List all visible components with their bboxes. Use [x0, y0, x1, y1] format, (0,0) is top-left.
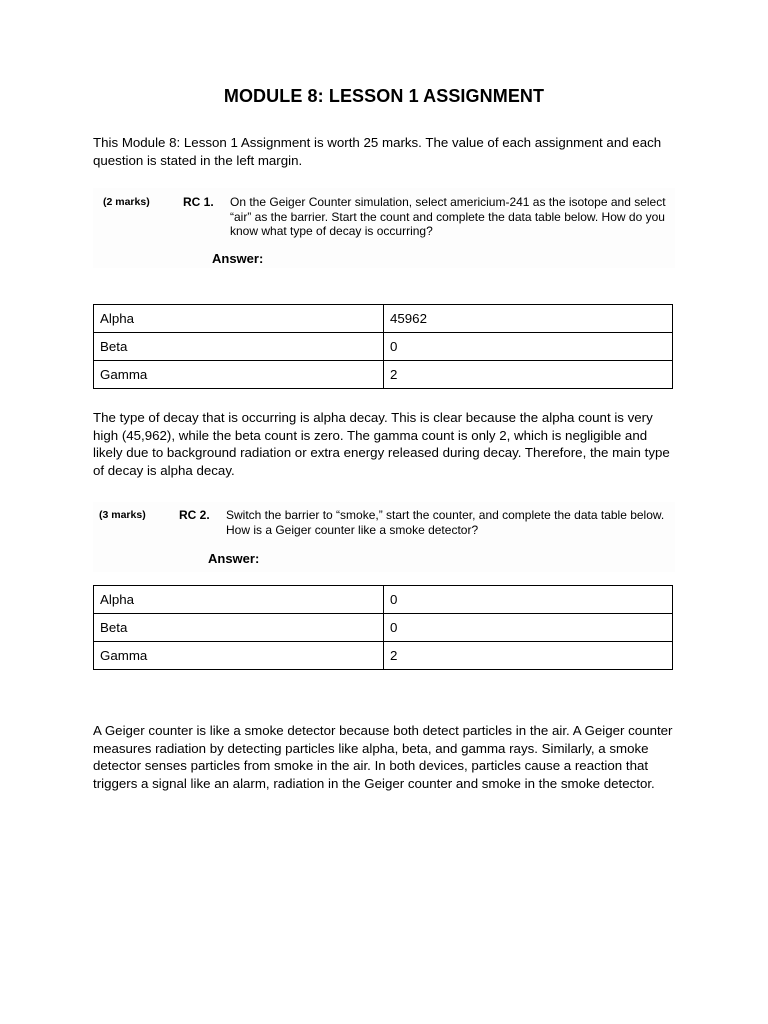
table-row	[94, 642, 673, 670]
table-cell-label: Alpha	[94, 305, 384, 333]
table-row	[94, 614, 673, 642]
table-cell-label: Gamma	[94, 642, 384, 670]
question-number: RC 2.	[179, 508, 210, 522]
table-cell-label: Beta	[94, 614, 384, 642]
table-row	[94, 333, 673, 361]
answer-label: Answer:	[212, 251, 264, 266]
response-paragraph-rc1: The type of decay that is occurring is alpha decay. This is clear because the alpha count is very high (45,962), while the beta count is zero. The gamma count is only 2, which is negligible and likely due to background radiation or extra energy released during decay. Therefore, the main type of decay is alpha decay.	[93, 410, 670, 478]
question-text: Switch the barrier to “smoke,” start the counter, and complete the data table below. How is a Geiger counter like a smoke detector?	[226, 508, 665, 537]
table-cell-value: 45962	[384, 305, 673, 333]
table-row	[94, 586, 673, 614]
question-marks: (2 marks)	[103, 196, 150, 208]
data-table-rc1	[93, 304, 673, 389]
intro-paragraph: This Module 8: Lesson 1 Assignment is worth 25 marks. The value of each assignment and each question is stated in the left margin.	[93, 135, 662, 168]
table-cell-label: Beta	[94, 333, 384, 361]
question-number: RC 1.	[183, 195, 214, 209]
response-paragraph-rc2: A Geiger counter is like a smoke detector because both detect particles in the air. A Geiger counter measures radiation by detecting particles like alpha, beta, and gamma rays. Similarly, a smoke detector senses particles from smoke in the air. In both devices, particles cause a reaction that triggers a signal like an alarm, radiation in the Geiger counter and smoke in the smoke detector.	[93, 723, 673, 791]
table-cell-value: 2	[384, 361, 673, 389]
data-table-rc2	[93, 585, 673, 670]
question-rc2	[93, 502, 675, 572]
answer-label: Answer:	[208, 551, 260, 566]
table-cell-value: 0	[384, 586, 673, 614]
question-text: On the Geiger Counter simulation, select americium-241 as the isotope and select “air” as the barrier. Start the count and complete the data table below. How do you know what type of decay is occurring?	[230, 195, 666, 238]
table-cell-label: Alpha	[94, 586, 384, 614]
table-cell-label: Gamma	[94, 361, 384, 389]
question-rc1	[93, 188, 675, 268]
table-row	[94, 305, 673, 333]
question-marks: (3 marks)	[99, 509, 146, 521]
table-cell-value: 2	[384, 642, 673, 670]
table-cell-value: 0	[384, 614, 673, 642]
table-row	[94, 361, 673, 389]
table-cell-value: 0	[384, 333, 673, 361]
page-title: MODULE 8: LESSON 1 ASSIGNMENT	[223, 86, 545, 106]
